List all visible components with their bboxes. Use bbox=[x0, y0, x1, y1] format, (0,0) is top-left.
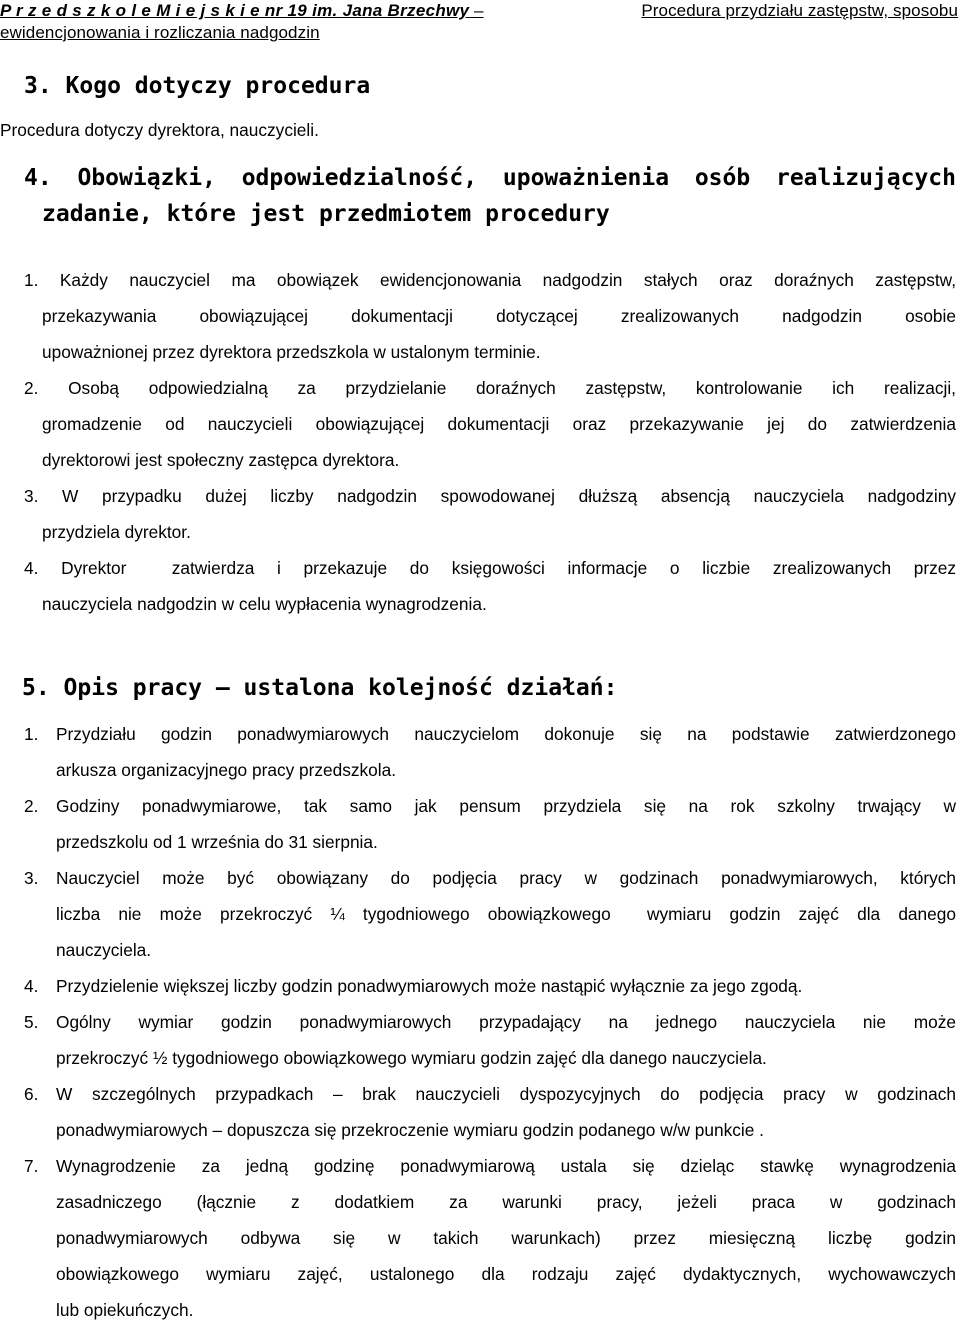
list-item-text: lub opiekuńczych. bbox=[56, 1300, 194, 1320]
list-number: 3. bbox=[24, 868, 39, 888]
list-item-text: zasadniczego (łącznie z dodatkiem za warunki pracy, jeżeli praca w godzinach bbox=[56, 1192, 956, 1212]
section-4-item-1-line-3: upoważnionej przez dyrektora przedszkola w ustalonym terminie. bbox=[42, 342, 541, 362]
list-item-text: Wynagrodzenie za jedną godzinę ponadwymiarową ustala się dzieląc stawkę wynagrodzenia bbox=[56, 1156, 956, 1176]
list-item-text: przedszkolu od 1 września do 31 sierpnia. bbox=[56, 832, 378, 852]
section-4-item-3-line-2: przydziela dyrektor. bbox=[42, 522, 191, 542]
section-5-heading: 5. Opis pracy – ustalona kolejność działań: bbox=[22, 675, 618, 701]
section-4-item-4-line-1: 4. Dyrektor zatwierdza i przekazuje do księgowości informacje o liczbie zrealizowanych przez bbox=[24, 558, 956, 578]
list-item-text: Godziny ponadwymiarowe, tak samo jak pensum przydziela się na rok szkolny trwający w bbox=[56, 796, 956, 816]
procedure-title-line-1: Procedura przydziału zastępstw, sposobu bbox=[641, 1, 958, 20]
list-item-text: liczba nie może przekroczyć ¼ tygodniowego obowiązkowego wymiaru godzin zajęć dla danego bbox=[56, 904, 956, 924]
list-item-text: ponadwymiarowych – dopuszcza się przekroczenie wymiaru godzin podanego w/w punkcie . bbox=[56, 1120, 764, 1140]
list-item-text: arkusza organizacyjnego pracy przedszkola. bbox=[56, 760, 397, 780]
list-number: 2. bbox=[24, 796, 39, 816]
section-4-item-1-line-2: przekazywania obowiązującej dokumentacji dotyczącej zrealizowanych nadgodzin osobie bbox=[42, 306, 956, 326]
section-4-heading-line-1: 4. Obowiązki, odpowiedzialność, upoważnienia osób realizujących bbox=[24, 165, 956, 191]
procedure-title-line-2: ewidencjonowania i rozliczania nadgodzin bbox=[0, 23, 320, 42]
section-4-item-1-line-1: 1. Każdy nauczyciel ma obowiązek ewidencjonowania nadgodzin stałych oraz doraźnych zastępstw, bbox=[24, 270, 956, 290]
section-4-item-2-line-3: dyrektorowi jest społeczny zastępca dyrektora. bbox=[42, 450, 400, 470]
list-number: 4. bbox=[24, 976, 39, 996]
section-4-item-2-line-2: gromadzenie od nauczycieli obowiązującej dokumentacji oraz przekazywanie jej do zatwierdzenia bbox=[42, 414, 956, 434]
list-number: 1. bbox=[24, 724, 39, 744]
list-item-text: Ogólny wymiar godzin ponadwymiarowych przypadający na jednego nauczyciela nie może bbox=[56, 1012, 956, 1032]
list-number: 6. bbox=[24, 1084, 39, 1104]
list-item-text: Przydziału godzin ponadwymiarowych nauczycielom dokonuje się na podstawie zatwierdzonego bbox=[56, 724, 956, 744]
list-item-text: Nauczyciel może być obowiązany do podjęcia pracy w godzinach ponadwymiarowych, których bbox=[56, 868, 956, 888]
list-item-text: nauczyciela. bbox=[56, 940, 152, 960]
school-name: P r z e d s z k o l e M i e j s k i e nr 19 im. Jana Brzechwy bbox=[0, 1, 470, 20]
header-line-1 bbox=[0, 0, 958, 22]
section-4-item-2-line-1: 2. Osobą odpowiedzialną za przydzielanie doraźnych zastępstw, kontrolowanie ich realizacji, bbox=[24, 378, 956, 398]
list-number: 7. bbox=[24, 1156, 39, 1176]
section-4-item-3-line-1: 3. W przypadku dużej liczby nadgodzin spowodowanej dłuższą absencją nauczyciela nadgodziny bbox=[24, 486, 956, 506]
page-header bbox=[0, 0, 958, 44]
list-item-text: przekroczyć ½ tygodniowego obowiązkowego wymiaru godzin zajęć dla danego nauczyciela. bbox=[56, 1048, 767, 1068]
list-item-text: obowiązkowego wymiaru zajęć, ustalonego dla rodzaju zajęć dydaktycznych, wychowawczych bbox=[56, 1264, 956, 1284]
list-item-text: W szczególnych przypadkach – brak nauczycieli dyspozycyjnych do podjęcia pracy w godzinach bbox=[56, 1084, 956, 1104]
list-item-text: Przydzielenie większej liczby godzin ponadwymiarowych może nastąpić wyłącznie za jego zgodą. bbox=[56, 976, 803, 996]
section-4-heading-line-2: zadanie, które jest przedmiotem procedury bbox=[42, 201, 610, 227]
section-3-heading: 3. Kogo dotyczy procedura bbox=[24, 73, 371, 99]
header-dash: – bbox=[469, 1, 484, 20]
list-item-text: ponadwymiarowych odbywa się w takich warunkach) przez miesięczną liczbę godzin bbox=[56, 1228, 956, 1248]
list-number: 5. bbox=[24, 1012, 39, 1032]
section-3-text: Procedura dotyczy dyrektora, nauczycieli. bbox=[0, 120, 319, 140]
section-4-item-4-line-2: nauczyciela nadgodzin w celu wypłacenia wynagrodzenia. bbox=[42, 594, 487, 614]
